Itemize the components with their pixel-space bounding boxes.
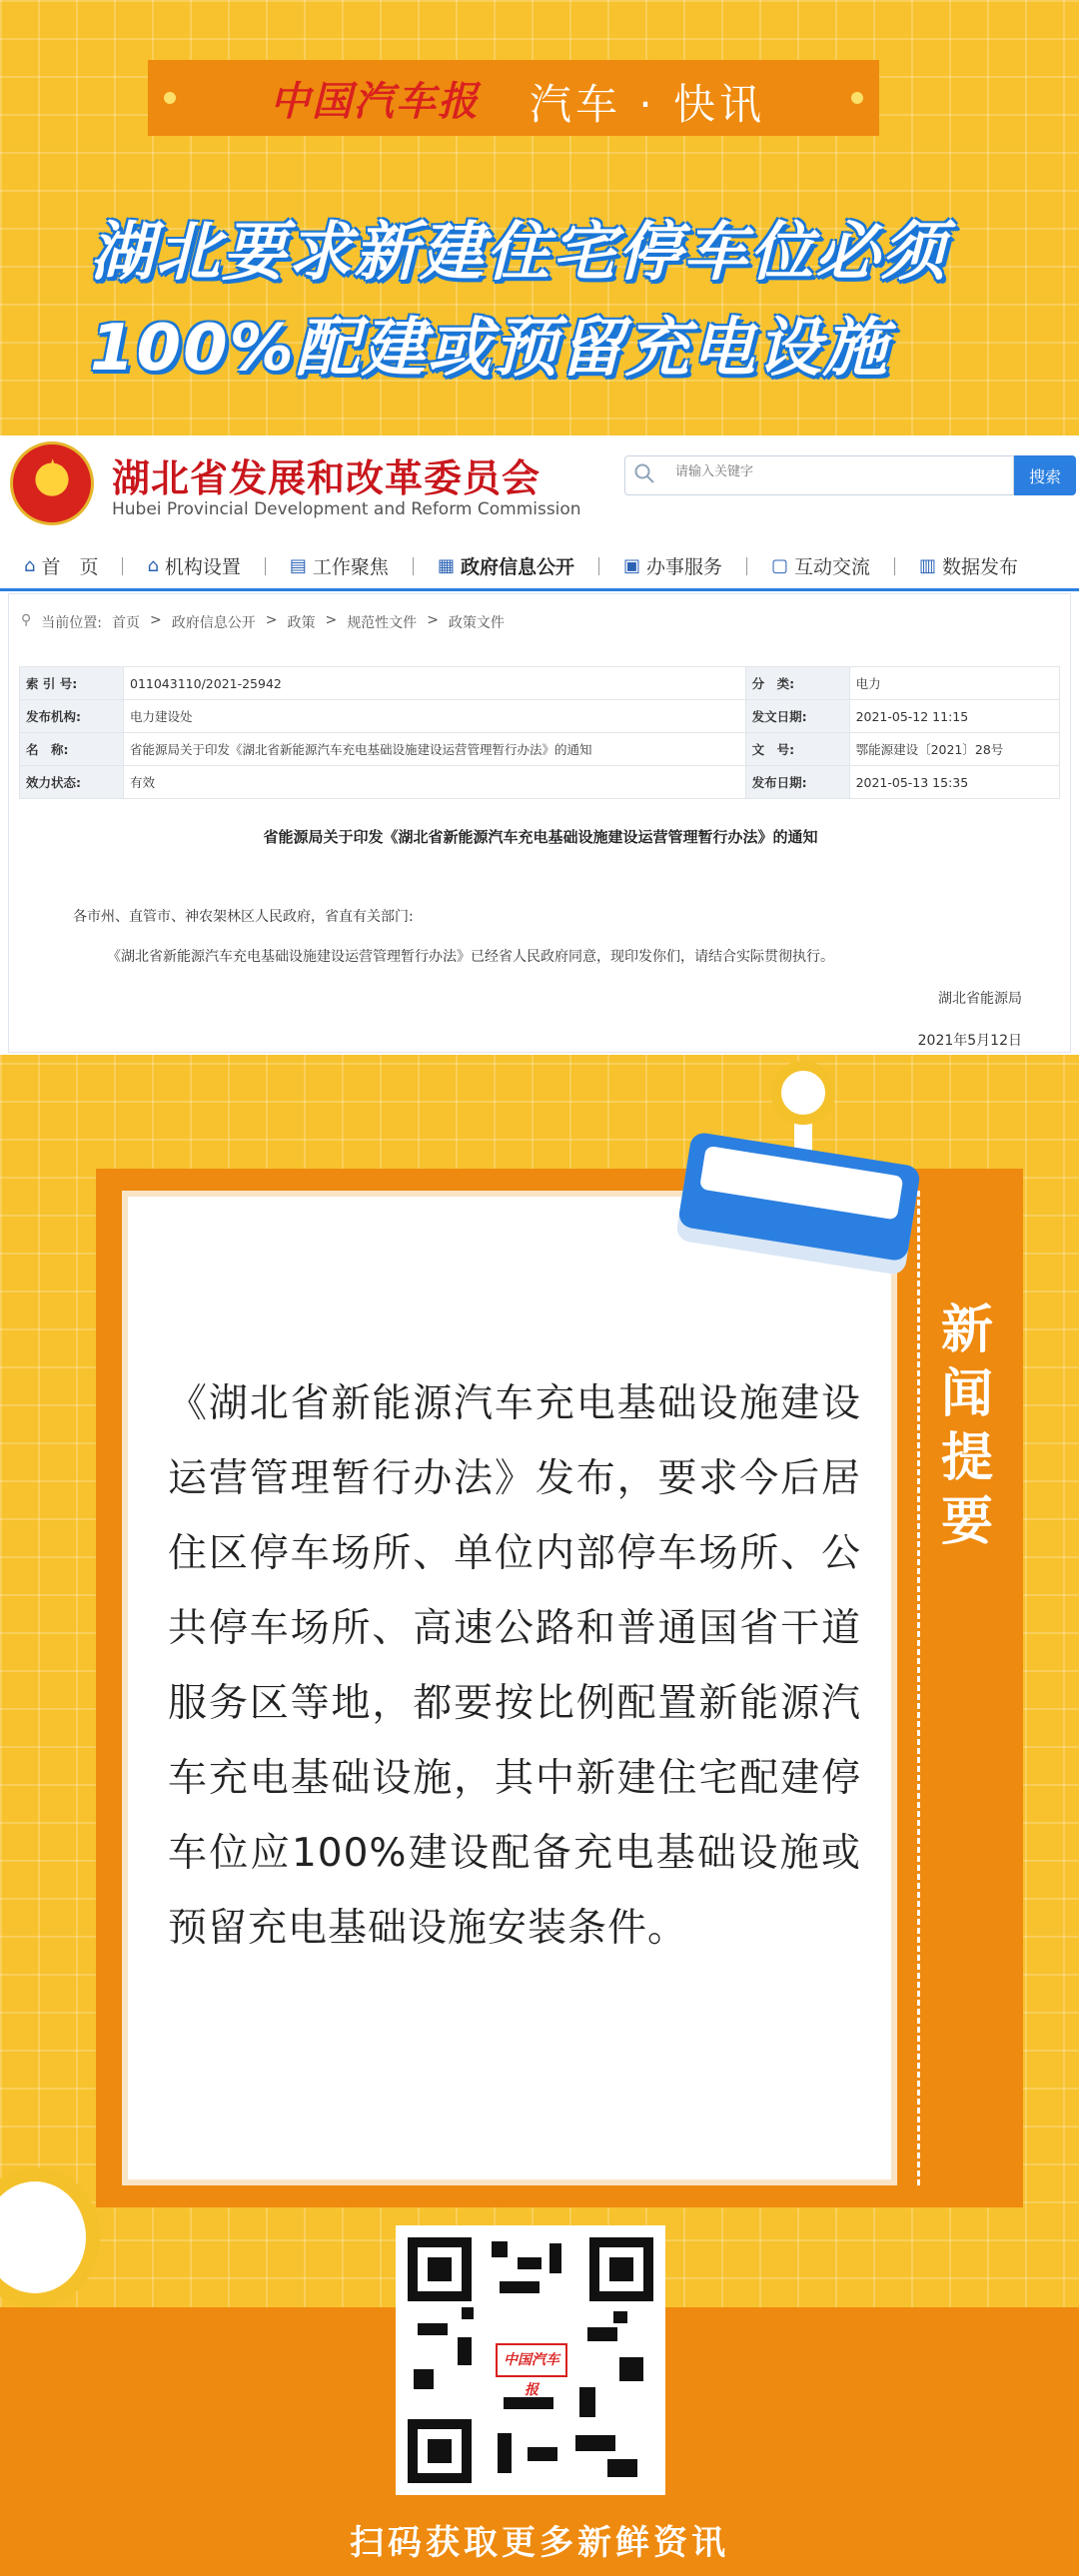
qr-module: [579, 2387, 595, 2417]
breadcrumb-label: 当前位置:: [41, 615, 102, 631]
qr-module: [418, 2323, 448, 2335]
nav-item-services[interactable]: ▣ 办事服务: [622, 555, 722, 578]
table-row: [20, 667, 1060, 700]
meta-value-doc-no: 鄂能源建设〔2021〕28号: [849, 733, 1059, 766]
banner-dot-right: [851, 92, 863, 104]
qr-module: [492, 2241, 508, 2257]
qr-module: [613, 2311, 627, 2323]
site-name-en: Hubei Provincial Development and Reform Commission: [112, 499, 581, 519]
search-icon: [633, 462, 657, 486]
document-signer: 湖北省能源局: [938, 991, 1022, 1007]
meta-key: 分 类:: [745, 667, 849, 700]
document-date: 2021年5月12日: [917, 1033, 1022, 1049]
qr-module: [500, 2281, 540, 2293]
document-body: 《湖北省新能源汽车充电基础设施建设运营管理暂行办法》已经省人民政府同意，现印发你们，请结合实际贯彻执行。: [107, 949, 834, 965]
headline: [90, 205, 1009, 397]
qr-center-logo: 中国汽车报: [496, 2343, 567, 2377]
banner-dot-left: [164, 92, 176, 104]
meta-key: 名 称:: [20, 733, 124, 766]
search-box: [624, 455, 1014, 495]
qr-code-pattern: [408, 2237, 653, 2483]
qr-module: [619, 2357, 643, 2381]
breadcrumb-home[interactable]: 首页: [111, 615, 140, 631]
clipboard-icon: ▣: [622, 555, 640, 576]
nav-item-work-focus[interactable]: ▤ 工作聚焦: [289, 555, 389, 578]
qr-module: [587, 2327, 617, 2341]
qr-module: [498, 2433, 512, 2473]
card-dashed-divider: [917, 1191, 920, 2185]
qr-finder: [408, 2419, 472, 2483]
meta-key: 发布机构:: [20, 700, 124, 733]
meta-value-name: 省能源局关于印发《湖北省新能源汽车充电基础设施建设运营管理暂行办法》的通知: [124, 733, 746, 766]
meta-key: 发布日期:: [745, 766, 849, 799]
qr-module: [549, 2243, 561, 2273]
qr-finder: [589, 2237, 653, 2301]
qr-code[interactable]: [396, 2225, 665, 2495]
news-summary-tag: 新闻提要: [940, 1300, 993, 1552]
building-icon: ⌂: [147, 555, 159, 576]
qr-module: [458, 2337, 472, 2365]
qr-module: [462, 2307, 474, 2319]
breadcrumb-sep: >: [427, 612, 439, 628]
meta-key: 发文日期:: [745, 700, 849, 733]
search-button[interactable]: 搜索: [1014, 455, 1076, 495]
meta-value-status: 有效: [124, 766, 746, 799]
website-screenshot: [0, 435, 1079, 1055]
qr-module: [528, 2447, 557, 2461]
pin-ring-icon: [771, 1061, 835, 1125]
home-icon: ⌂: [24, 555, 36, 576]
top-banner: [148, 60, 879, 136]
nav-item-home[interactable]: ⌂ 首 页: [24, 555, 99, 578]
nav-item-data[interactable]: ▥ 数据发布: [919, 555, 1019, 578]
meta-key: 索 引 号:: [20, 667, 124, 700]
footer-cta: 扫码获取更多新鲜资讯: [350, 2523, 729, 2563]
document-icon: ▤: [289, 555, 307, 576]
chat-icon: ▢: [771, 555, 789, 576]
site-header: [0, 435, 1079, 543]
document-title: 省能源局关于印发《湖北省新能源汽车充电基础设施建设运营管理暂行办法》的通知: [263, 828, 818, 846]
meta-key: 效力状态:: [20, 766, 124, 799]
nav-item-interaction[interactable]: ▢ 互动交流: [771, 555, 871, 578]
calendar-icon: ▦: [437, 555, 455, 576]
bar-chart-icon: ▥: [919, 555, 937, 576]
meta-value-category: 电力: [849, 667, 1059, 700]
document-panel: [8, 593, 1071, 1053]
breadcrumb-normative[interactable]: 规范性文件: [347, 615, 418, 631]
breadcrumb-policy-docs[interactable]: 政策文件: [448, 615, 505, 631]
table-row: [20, 700, 1060, 733]
document-metadata-table: [19, 666, 1060, 799]
breadcrumb-gov-info[interactable]: 政府信息公开: [171, 615, 256, 631]
qr-module: [607, 2459, 637, 2477]
decorative-circle: [0, 2167, 100, 2307]
location-pin-icon: ⚲: [21, 612, 32, 628]
breadcrumb-sep: >: [325, 612, 338, 628]
news-summary-text: 《湖北省新能源汽车充电基础设施建设运营管理暂行办法》发布，要求今后居住区停车场所、单位内部停车场所、公共停车场所、高速公路和普通国省干道服务区等地，都要按比例配置新能源汽车充电基础设施，其中新建住宅配建停车位应100%建设配备充电基础设施或预留充电基础设施安装条件。: [168, 1381, 861, 1951]
nav-item-organization[interactable]: ⌂ 机构设置: [147, 555, 241, 578]
qr-module: [414, 2369, 434, 2389]
qr-finder: [408, 2237, 472, 2301]
qr-module: [518, 2257, 541, 2269]
breadcrumb-sep: >: [149, 612, 162, 628]
banner-title: 汽车 · 快讯: [530, 80, 766, 129]
nav-item-gov-info[interactable]: ▦ 政府信息公开: [437, 555, 574, 578]
site-name[interactable]: 湖北省发展和改革委员会: [112, 456, 541, 500]
meta-value-issue-date: 2021-05-12 11:15: [849, 700, 1059, 733]
meta-key: 文 号:: [745, 733, 849, 766]
qr-module: [575, 2435, 615, 2451]
main-nav: [0, 543, 1079, 591]
headline-line-1: 湖北要求新建住宅停车位必须: [90, 216, 947, 290]
breadcrumb-policy[interactable]: 政策: [287, 615, 316, 631]
headline-line-2: 100%配建或预留充电设施: [90, 312, 889, 386]
meta-value-publisher: 电力建设处: [124, 700, 746, 733]
document-addressee: 各市州、直管市、神农架林区人民政府，省直有关部门:: [73, 909, 414, 925]
search-input[interactable]: [675, 464, 995, 479]
table-row: [20, 733, 1060, 766]
newspaper-logo: 中国汽车报: [270, 78, 480, 125]
breadcrumb-sep: >: [265, 612, 278, 628]
table-row: [20, 766, 1060, 799]
meta-value-index: 011043110/2021-25942: [124, 667, 746, 700]
national-emblem-icon: [10, 441, 94, 525]
meta-value-publish-date: 2021-05-13 15:35: [849, 766, 1059, 799]
breadcrumb: [21, 612, 505, 632]
